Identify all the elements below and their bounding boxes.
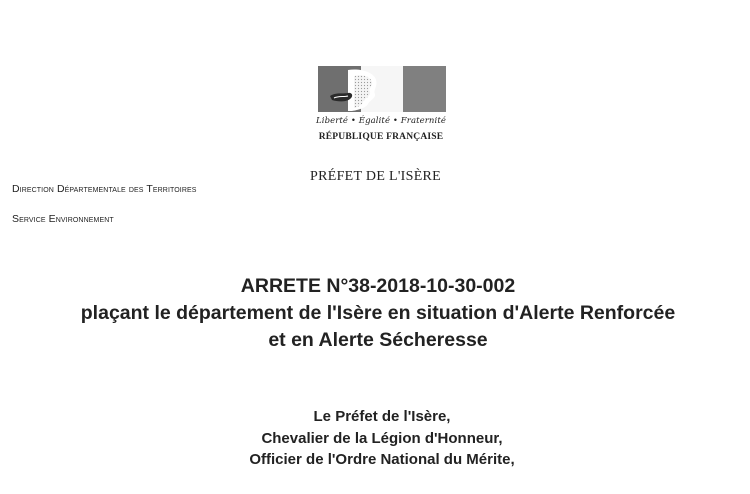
direction-label: Direction Départementale des Territoires	[12, 183, 197, 195]
prefet-title-line1: Le Préfet de l'Isère,	[313, 408, 451, 425]
arrete-subject-line2: et en Alerte Sécheresse	[268, 329, 488, 351]
republic-name: RÉPUBLIQUE FRANÇAISE	[318, 132, 444, 142]
prefet-heading: PRÉFET DE L'ISÈRE	[310, 169, 442, 184]
republic-motto: Liberté • Égalité • Fraternité	[316, 116, 446, 126]
marianne-logo-icon	[318, 66, 446, 112]
prefet-title-line2: Chevalier de la Légion d'Honneur,	[261, 429, 503, 447]
arrete-number: ARRETE N°38-2018-10-30-002	[240, 275, 516, 297]
prefet-titles	[0, 406, 750, 471]
prefet-title-line3: Officier de l'Ordre National du Mérite,	[249, 451, 515, 468]
republic-logo	[313, 66, 449, 150]
service-label: Service Environnement	[12, 213, 114, 225]
arrete-subject-line1: plaçant le département de l'Isère en situation d'Alerte Renforcée	[80, 302, 676, 324]
arrete-title	[0, 273, 750, 354]
